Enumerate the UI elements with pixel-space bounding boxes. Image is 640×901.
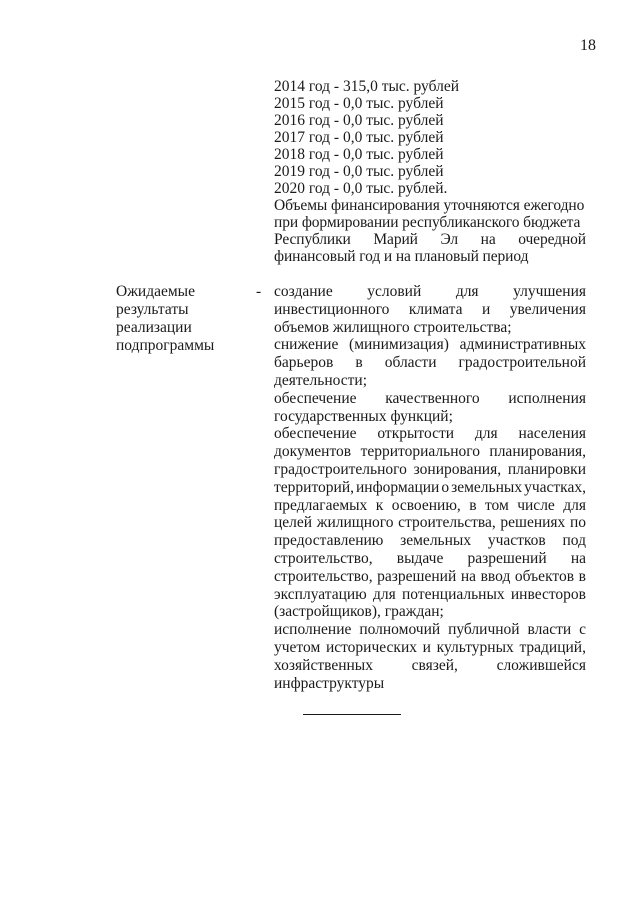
word: государственных функций; — [274, 407, 453, 425]
result-line — [274, 425, 586, 443]
word: барьеров — [274, 354, 334, 372]
word: учетом — [274, 638, 321, 656]
funding-note-line — [274, 248, 586, 265]
word: исполнения — [508, 389, 586, 407]
word: и — [481, 300, 491, 318]
expected-results-label — [116, 283, 246, 355]
result-line — [274, 497, 586, 515]
result-line — [274, 301, 586, 319]
word: в — [469, 496, 477, 514]
word: предоставлению — [274, 532, 384, 550]
result-line — [274, 461, 586, 479]
result-line — [274, 443, 586, 461]
word: предлагаемых — [274, 496, 368, 514]
word: Марий — [373, 231, 418, 248]
result-line — [274, 568, 586, 586]
word: по — [569, 514, 586, 532]
result-line — [274, 639, 586, 657]
word: при формировании республиканского бюджета — [274, 214, 581, 231]
result-line — [274, 514, 586, 532]
word: о — [441, 478, 450, 496]
word: объектов — [514, 567, 575, 585]
result-line — [274, 319, 586, 337]
word: планировки — [507, 460, 586, 478]
word: выдаче — [396, 549, 444, 567]
word: числе — [517, 496, 555, 514]
word: связей, — [411, 656, 458, 674]
word: инвесторов — [510, 585, 586, 603]
label-line: Ожидаемые — [116, 283, 195, 300]
result-line — [274, 550, 586, 568]
word: полномочий — [359, 621, 441, 639]
word: на — [480, 231, 496, 248]
word: административных — [459, 336, 586, 354]
word: решениях — [500, 514, 566, 532]
word: увеличения — [509, 300, 586, 318]
word: исторических — [325, 638, 417, 656]
word: улучшения — [513, 283, 586, 300]
word: эксплуатацию — [274, 585, 367, 603]
funding-year-line: 2019 год - 0,0 тыс. рублей — [274, 163, 444, 180]
result-line — [274, 283, 586, 301]
result-line — [274, 354, 586, 372]
word: территориального — [360, 443, 480, 461]
label-line: результаты — [116, 301, 189, 318]
word: для — [455, 283, 479, 300]
word: качественного — [385, 389, 480, 407]
word: планирования, — [489, 443, 586, 461]
word: градостроительного — [274, 460, 407, 478]
funding-note-line — [274, 231, 586, 248]
label-line: реализации — [116, 319, 192, 336]
funding-year-line: 2014 год - 315,0 тыс. рублей — [274, 78, 460, 95]
funding-year-line: 2015 год - 0,0 тыс. рублей — [274, 95, 444, 112]
word: условий — [367, 283, 422, 300]
result-line — [274, 390, 586, 408]
word: участков — [487, 532, 546, 550]
word: градостроительной — [458, 354, 586, 372]
word: традиций, — [519, 638, 586, 656]
word: для — [474, 425, 498, 443]
result-line — [274, 336, 586, 354]
word: разрешений — [377, 567, 457, 585]
word: культурных — [436, 638, 514, 656]
word: целей — [274, 514, 313, 532]
word: на — [570, 549, 586, 567]
word: области — [384, 354, 437, 372]
result-line — [274, 603, 586, 621]
expected-results-text — [274, 283, 586, 692]
funding-years-list — [274, 78, 586, 197]
word: финансовый год и на плановый период — [274, 248, 529, 265]
word: создание — [274, 283, 333, 300]
word: Эл — [440, 231, 459, 248]
result-line — [274, 532, 586, 550]
word: населения — [518, 425, 586, 443]
word: в — [355, 354, 363, 372]
funding-year-line: 2018 год - 0,0 тыс. рублей — [274, 146, 444, 163]
word: с — [579, 621, 586, 639]
page-number: 18 — [580, 37, 596, 54]
word: земельных — [400, 532, 472, 550]
label-dash: - — [256, 283, 262, 300]
word: освоению, — [391, 496, 461, 514]
word: открытости — [377, 425, 455, 443]
result-line — [274, 479, 586, 497]
word: для — [563, 496, 586, 514]
word: строительство, — [274, 567, 373, 585]
funding-schedule — [274, 78, 586, 265]
funding-note-line — [274, 214, 586, 231]
label-line: подпрограммы — [116, 337, 215, 354]
word: власти — [527, 621, 572, 639]
word: ввод — [480, 567, 511, 585]
result-line — [274, 675, 586, 693]
word: снижение — [274, 336, 339, 354]
word: информации — [355, 478, 440, 496]
funding-note-line — [274, 197, 586, 214]
word: Объемы финансирования уточняются ежегодно — [274, 197, 585, 214]
funding-year-line: 2020 год - 0,0 тыс. рублей. — [274, 180, 448, 197]
word: земельных — [451, 478, 523, 496]
funding-note — [274, 197, 586, 265]
word: строительства, — [398, 514, 496, 532]
word: деятельности; — [274, 371, 368, 389]
funding-year-line: 2017 год - 0,0 тыс. рублей — [274, 129, 444, 146]
word: потенциальных — [401, 585, 505, 603]
word: для — [372, 585, 396, 603]
result-line — [274, 657, 586, 675]
word: разрешений — [467, 549, 547, 567]
word: обеспечение — [274, 425, 357, 443]
word: к — [375, 496, 384, 514]
word: Республики — [274, 231, 351, 248]
word: том — [484, 496, 509, 514]
word: строительство, — [274, 549, 373, 567]
word: в — [578, 567, 586, 585]
word: территорий, — [274, 478, 354, 496]
result-line — [274, 586, 586, 604]
word: сложившейся — [496, 656, 586, 674]
result-line — [274, 372, 586, 390]
word: (застройщиков), граждан; — [274, 603, 444, 621]
word: и — [422, 638, 431, 656]
word: документов — [274, 443, 352, 461]
word: климата — [408, 300, 463, 318]
result-line — [274, 408, 586, 426]
word: публичной — [448, 621, 520, 639]
word: инвестиционного — [274, 300, 390, 318]
word: исполнение — [274, 621, 352, 639]
word: под — [562, 532, 586, 550]
word: очередной — [518, 231, 586, 248]
word: участках, — [524, 478, 586, 496]
funding-year-line: 2016 год - 0,0 тыс. рублей — [274, 112, 444, 129]
word: зонирования, — [413, 460, 502, 478]
word: хозяйственных — [274, 656, 373, 674]
word: жилищного — [316, 514, 394, 532]
result-line — [274, 621, 586, 639]
word: (минимизация) — [349, 336, 449, 354]
word: объемов жилищного строительства; — [274, 318, 512, 336]
word: обеспечение — [274, 389, 357, 407]
end-of-section-rule — [303, 714, 401, 715]
word: инфраструктуры — [274, 674, 385, 692]
word: на — [460, 567, 477, 585]
